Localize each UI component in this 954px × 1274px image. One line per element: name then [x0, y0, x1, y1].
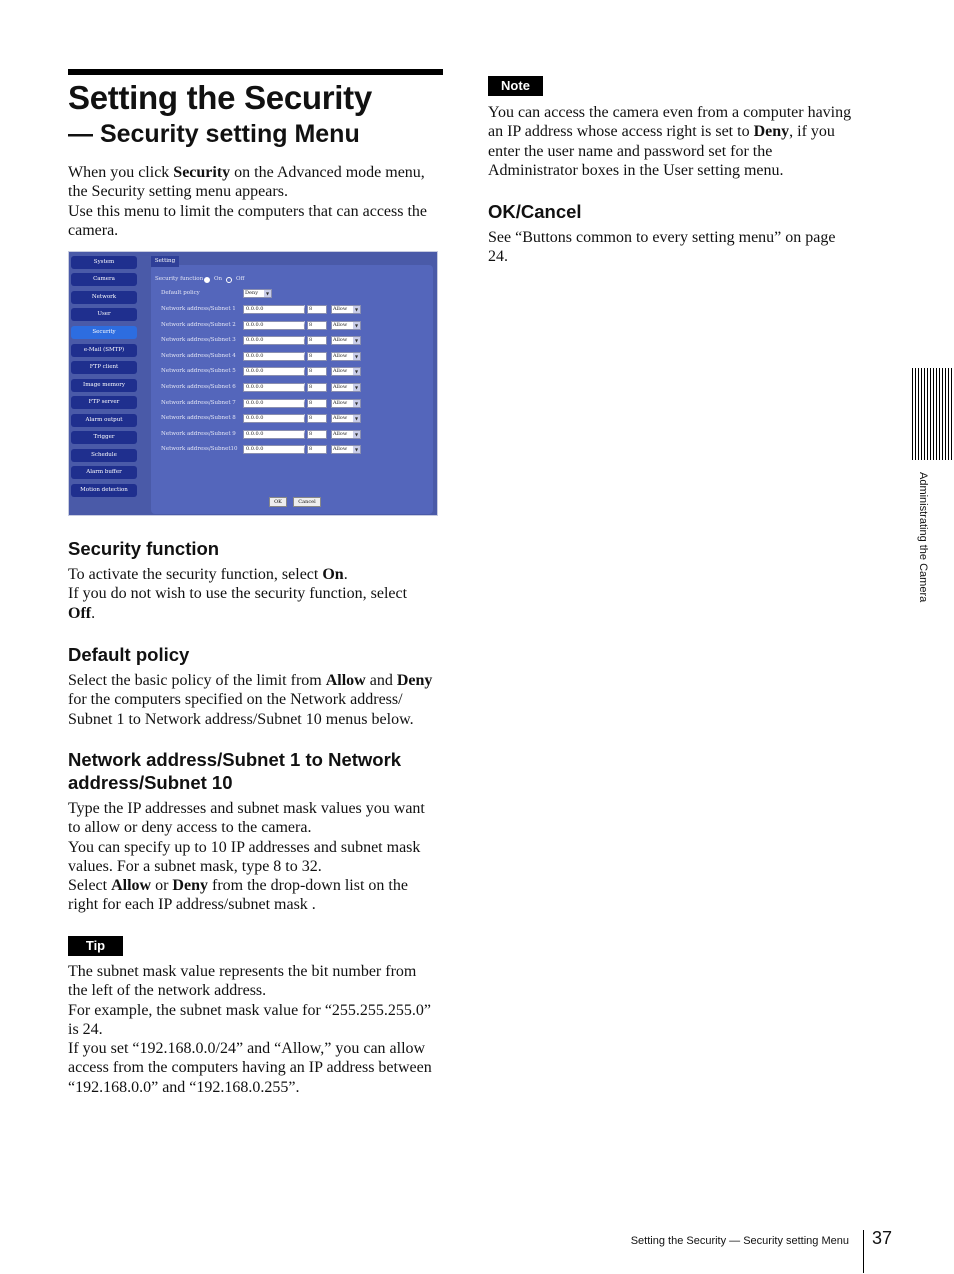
na-line-5c: or — [151, 877, 173, 895]
slash-separator: / — [303, 398, 306, 406]
subnet-mask-field[interactable]: 8 — [307, 352, 327, 361]
dp-line-1c: and — [365, 672, 397, 689]
policy-select[interactable] — [331, 414, 361, 423]
policy-value: Allow — [333, 415, 348, 422]
security-function-heading: Security function — [68, 538, 220, 559]
subnet-row-label: Network address/Subnet 9 — [161, 430, 236, 437]
na-line-3: You can specify up to 10 IP addresses and subnet mask — [68, 838, 421, 856]
subnet-mask-field[interactable]: 8 — [307, 414, 327, 423]
sf-line-2: If you do not wish to use the security function, select — [68, 585, 408, 603]
policy-value: Allow — [333, 352, 348, 359]
policy-value: Allow — [333, 430, 348, 437]
subnet-row-label: Network address/Subnet 6 — [161, 384, 236, 390]
subnet-mask-field[interactable]: 8 — [307, 445, 327, 454]
nav-item-ftp-server[interactable]: FTP server — [71, 396, 137, 409]
na-line-6: right for each IP address/subnet mask . — [68, 896, 316, 914]
ip-address-field[interactable]: 0.0.0.0 — [243, 321, 305, 330]
chevron-down-icon: ▼ — [354, 322, 359, 328]
slash-separator: / — [303, 445, 306, 453]
dp-line-1a: Select the basic policy of the limit from — [68, 672, 326, 689]
ip-address-field[interactable]: 0.0.0.0 — [243, 430, 305, 439]
policy-value: Allow — [333, 399, 348, 406]
radio-off-label: Off — [236, 276, 245, 282]
chevron-down-icon: ▼ — [265, 291, 270, 296]
page-number: 37 — [872, 1228, 893, 1248]
subnet-mask-field[interactable]: 8 — [307, 336, 327, 345]
intro-line-2: the Security setting menu appears. — [68, 183, 288, 201]
sf-line-3b: . — [91, 604, 96, 622]
subnet-mask-field[interactable]: 8 — [307, 399, 327, 408]
ip-address-field[interactable]: 0.0.0.0 — [243, 305, 305, 314]
tip-line-3: For example, the subnet mask value for “255.255.255.0” — [68, 1001, 432, 1019]
policy-value: Allow — [333, 384, 348, 390]
nav-item-alarm-buffer[interactable]: Alarm buffer — [71, 466, 137, 479]
note-line-2c: , if you — [789, 123, 835, 141]
chevron-down-icon: ▼ — [354, 353, 359, 359]
slash-separator: / — [303, 320, 306, 328]
sf-line-1b: On — [322, 566, 344, 583]
chevron-down-icon: ▼ — [354, 416, 359, 422]
intro-line-1c: on the Advanced mode menu, — [230, 164, 425, 181]
tip-line-4: is 24. — [68, 1020, 103, 1038]
subnet-mask-field[interactable]: 8 — [307, 383, 327, 392]
subnet-mask-field[interactable]: 8 — [307, 321, 327, 330]
ip-address-field[interactable]: 0.0.0.0 — [243, 383, 305, 392]
ok-cancel-heading: OK/Cancel — [488, 201, 582, 222]
intro-line-1b: Security — [173, 164, 231, 181]
oc-line-1: See “Buttons common to every setting menu” on page — [488, 229, 836, 246]
ok-cancel-text — [488, 228, 868, 267]
nav-item-email[interactable]: e-Mail (SMTP) — [71, 344, 137, 357]
settings-pane — [151, 265, 433, 514]
chevron-down-icon: ▼ — [354, 369, 359, 375]
subnet-row-label: Network address/Subnet 5 — [161, 368, 236, 375]
page-title: Setting the Security — [68, 79, 372, 116]
dp-line-1d: Deny — [396, 672, 433, 689]
na-line-2: to allow or deny access to the camera. — [68, 819, 312, 837]
radio-on[interactable] — [204, 277, 210, 283]
chevron-down-icon: ▼ — [354, 447, 359, 453]
note-line-2a: an IP address whose access right is set to — [488, 123, 754, 141]
subnet-row-label: Network address/Subnet 1 — [161, 306, 236, 312]
network-address-text — [68, 799, 444, 915]
cancel-button[interactable]: Cancel — [293, 497, 321, 507]
tip-line-5: If you set “192.168.0.0/24” and “Allow,” you can allow — [68, 1040, 426, 1058]
dp-line-3: Subnet 1 to Network address/Subnet 10 menus below. — [68, 710, 414, 728]
policy-value: Allow — [333, 321, 348, 328]
na-line-1: Type the IP addresses and subnet mask values you want — [68, 800, 425, 817]
policy-select[interactable] — [331, 445, 361, 454]
ip-address-field[interactable]: 0.0.0.0 — [243, 445, 305, 454]
subnet-row-label: Network address/Subnet 4 — [161, 352, 236, 359]
tip-line-7: “192.168.0.0” and “192.168.0.255”. — [68, 1078, 300, 1096]
default-policy-select[interactable] — [243, 289, 272, 298]
running-footer: Setting the Security — Security setting Menu — [630, 1235, 849, 1247]
slash-separator: / — [303, 429, 306, 437]
sf-line-3a: Off — [68, 604, 92, 622]
note-line-2b: Deny — [753, 123, 790, 141]
tip-line-6: access from the computers having an IP address between — [68, 1059, 432, 1077]
dp-line-1b: Allow — [325, 672, 366, 689]
slash-separator: / — [303, 383, 306, 390]
policy-select[interactable] — [331, 321, 361, 330]
note-line-3: enter the user name and password set for the — [488, 142, 773, 160]
intro-line-4: camera. — [68, 221, 119, 239]
slash-separator: / — [303, 351, 306, 359]
default-policy-value: Deny — [245, 290, 259, 296]
section-side-label: Administrating the Camera — [917, 472, 929, 603]
policy-select[interactable] — [331, 430, 361, 439]
nav-item-schedule[interactable]: Schedule — [71, 449, 137, 462]
note-text — [488, 103, 868, 180]
sf-line-1a: To activate the security function, select — [68, 566, 323, 583]
intro-line-3: Use this menu to limit the computers that can access the — [68, 202, 428, 220]
dp-line-2: for the computers specified on the Network address/ — [68, 691, 403, 709]
footer-rule — [863, 1230, 864, 1273]
ip-address-field[interactable]: 0.0.0.0 — [243, 352, 305, 361]
intro-text — [68, 163, 444, 240]
subnet-row-label: Network address/Subnet 8 — [161, 415, 236, 422]
ip-address-field[interactable]: 0.0.0.0 — [243, 367, 305, 376]
policy-select[interactable] — [331, 383, 361, 392]
na-heading-line-2: address/Subnet 10 — [68, 771, 233, 793]
ip-address-field[interactable]: 0.0.0.0 — [243, 336, 305, 345]
default-policy-label: Default policy — [161, 290, 200, 296]
tab-setting[interactable]: Setting — [151, 256, 179, 267]
slash-separator: / — [303, 336, 306, 344]
slash-separator: / — [303, 414, 306, 422]
na-line-4: values. For a subnet mask, type 8 to 32. — [68, 857, 322, 875]
policy-select[interactable] — [331, 367, 361, 376]
default-policy-text — [68, 671, 444, 729]
network-address-heading — [68, 749, 444, 794]
policy-select[interactable] — [331, 336, 361, 345]
ip-address-field[interactable]: 0.0.0.0 — [243, 414, 305, 423]
na-line-5a: Select — [68, 877, 112, 895]
subnet-mask-field[interactable]: 8 — [307, 367, 327, 376]
chevron-down-icon: ▼ — [354, 307, 359, 312]
nav-item-ftp-client[interactable]: FTP client — [71, 361, 137, 374]
policy-value: Allow — [333, 368, 348, 375]
policy-value: Allow — [333, 337, 348, 344]
subnet-mask-field[interactable]: 8 — [307, 430, 327, 439]
nav-item-trigger[interactable]: Trigger — [71, 431, 137, 444]
chevron-down-icon: ▼ — [354, 431, 359, 437]
policy-select[interactable] — [331, 352, 361, 361]
tip-text — [68, 962, 444, 1097]
chevron-down-icon: ▼ — [354, 338, 359, 344]
sf-line-1c: . — [343, 566, 348, 583]
na-line-5e: from the drop-down list on the — [207, 877, 408, 895]
intro-line-1a: When you click — [68, 164, 174, 181]
na-heading-line-1: Network address/Subnet 1 to Network — [68, 749, 402, 770]
subnet-row-label: Network address/Subnet 7 — [161, 399, 236, 406]
na-line-5b: Allow — [111, 877, 152, 895]
radio-on-label: On — [214, 276, 223, 282]
slash-separator: / — [303, 367, 306, 375]
page-subtitle: — Security setting Menu — [68, 120, 360, 148]
nav-item-camera[interactable]: Camera — [71, 273, 137, 286]
section-thumb-index — [912, 368, 954, 460]
tip-line-2: the left of the network address. — [68, 982, 267, 1000]
policy-select[interactable] — [331, 399, 361, 408]
policy-select[interactable] — [331, 305, 361, 314]
policy-value: Allow — [333, 306, 348, 312]
note-line-1: You can access the camera even from a computer having — [488, 104, 852, 121]
slash-separator: / — [303, 305, 306, 312]
tip-label: Tip — [68, 936, 123, 956]
note-line-4: Administrator boxes in the User setting menu. — [488, 161, 784, 179]
security-menu-screenshot — [68, 251, 438, 516]
nav-item-alarm-output[interactable]: Alarm output — [71, 414, 137, 427]
nav-item-image-memory[interactable]: Image memory — [71, 379, 137, 392]
note-label: Note — [488, 76, 543, 96]
ip-address-field[interactable]: 0.0.0.0 — [243, 399, 305, 408]
oc-line-2: 24. — [488, 248, 508, 266]
radio-off[interactable] — [226, 277, 232, 283]
policy-value: Allow — [333, 446, 348, 453]
security-function-label: Security function — [155, 276, 204, 282]
nav-item-user[interactable]: User — [71, 308, 137, 321]
nav-item-network[interactable]: Network — [71, 291, 137, 304]
tip-line-1: The subnet mask value represents the bit number from — [68, 963, 417, 980]
na-line-5d: Deny — [172, 877, 208, 895]
ok-button[interactable]: OK — [269, 497, 287, 507]
chevron-down-icon: ▼ — [354, 400, 359, 406]
subnet-row-label: Network address/Subnet10 — [161, 446, 238, 453]
title-rule — [68, 69, 443, 75]
nav-item-security[interactable]: Security — [71, 326, 137, 339]
security-function-text — [68, 565, 444, 623]
subnet-row-label: Network address/Subnet 2 — [161, 321, 236, 328]
subnet-mask-field[interactable]: 8 — [307, 305, 327, 314]
subnet-row-label: Network address/Subnet 3 — [161, 337, 236, 344]
nav-item-system[interactable]: System — [71, 256, 137, 269]
default-policy-heading: Default policy — [68, 644, 190, 665]
nav-item-motion-detection[interactable]: Motion detection — [71, 484, 137, 497]
chevron-down-icon: ▼ — [354, 385, 359, 390]
